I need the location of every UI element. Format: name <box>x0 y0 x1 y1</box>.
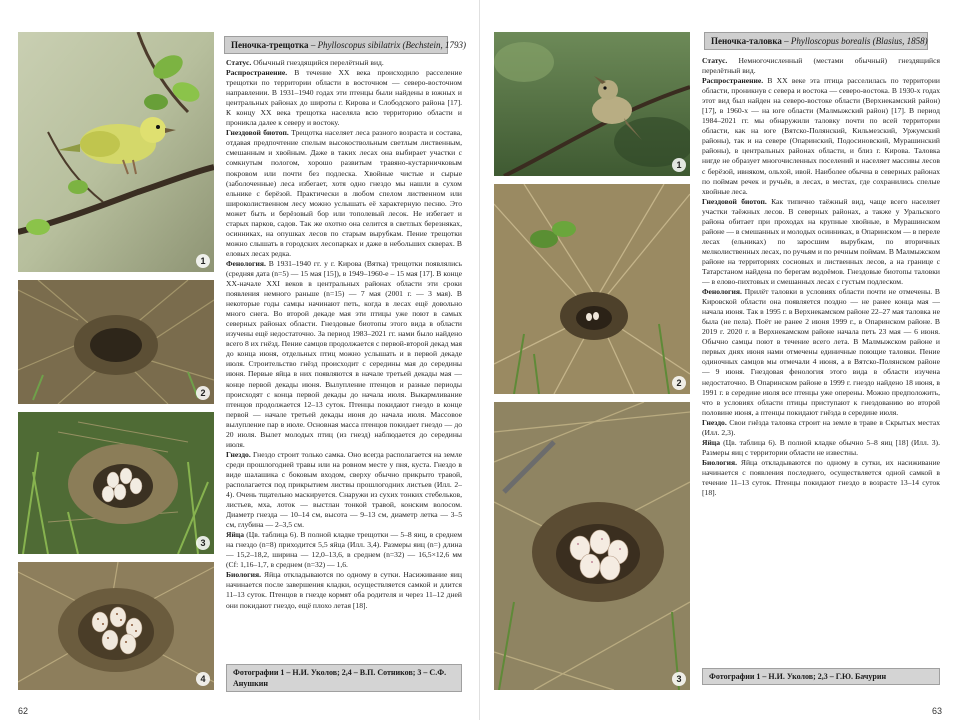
photo-nest-1 <box>18 280 214 404</box>
paragraph-biology: Биология. Яйца откладываются по одному в сутки, их насиживание начинается с появления последнего, осуществляется одной самкой в течение 11–13 суток. Птенцы покидают гнездо в возрасте 13–14 суток [18]. <box>702 457 940 498</box>
photo-number-1: 1 <box>196 254 210 268</box>
species-latin-name: – Phylloscopus sibilatrix (Bechstein, 1793) <box>310 40 467 50</box>
paragraph-distribution: Распространение. В XX веке эта птица расселилась по территории области, проникнув с севера и востока — северо-востока. В 1930-х годах этот вид был найден на северо-востоке области (Верхнекамский район) [17], в 1960-х — на юге области (Малмыжский район) [17]. В период 1984–2021 гг. мы обнаружили таловку почти по всей территории области, как на юге (Вятско-Полянский, Кильмезский, Уржумский районы), так и на севере (Опаринский, Подосиновский, Мурашинский районы), в центральных районах области, и близ г. Кирова. Таловка нигде не образует многочисленных поселений и населяет массивы лесов с берёзой, ивняком, ольхой, ивой. Наиболее обычна в северных районах по поймам речек и ручьёв, в лесах, в местах, где сохранились спелые хвойные леса. <box>702 76 940 196</box>
paragraph-phenology: Фенология. В 1931–1940 гг. у г. Кирова (Вятка) трещотки появлялись (средняя дата (n=5) — 15 мая [15]), в 1949–1960-е – 15 мая [17]. В конце XX-начале XXI веков в центральных районах области эти сроки появления немного раньше (n=15) — 7 мая (2001 г. — 3 мая). В некоторые годы самцы начинают петь, когда в лесах ещё довольно много снега. Во второй декаде мая эти птицы уже поют в самых северных районах области. Гнездовые биотопы этого вида в области изучены ещё недостаточно. За период 1983–2021 гг. нами было найдено всего 8 их гнёзд. Пение самцов продолжается с первой-второй декад мая до конца июня, отдельных птиц можно услышать и в первой декаде июля. Строительство гнёзд происходит с середины мая до середины июня. Первые яйца в них появляются в начале третьей декады мая — конце первой декады июня. Вылупление птенцов и разные периоды происходят с конца первой декады до начала июля. Выкармливание птенцов продолжается 12–13 суток. Птенцы покидают гнездо в конце первой — начале третьей декады июня до начала июля. Массовое вылупление пар в июле. Основная масса птенцов покидает гнездо — до 20 июля. Вылет молодых птиц (из гнезд) наблюдается до середины июля. <box>226 258 462 449</box>
paragraph-nest: Гнездо. Гнездо строит только самка. Оно всегда располагается на земле среди прошлогодней травы или на ровном месте у пня, куста. Гнездо в виде шалашика с боковым входом, сверху обычно прикрыто травой, располагается под прикрытием листвы прошлогодних листьев (Илл. 2–4). Очень тщательно маскируется. Снаружи из сухих тонких стебельков, листьев, мха, лоток — выстлан тонкой травой, конским волосом. Диаметр гнезда — 10–14 см, высота — 9–13 см, диаметр летка — 3–5 см, глубина — 2–3,5 см. <box>226 449 462 530</box>
photo-nest-eggs-1 <box>18 412 214 554</box>
species-text <box>702 56 940 662</box>
photo-number-2: 2 <box>672 376 686 390</box>
photo-arctic-warbler <box>494 32 690 176</box>
photo-nest-eggs <box>494 402 690 690</box>
species-name: Пеночка-трещотка <box>231 40 309 50</box>
photo-number-3: 3 <box>196 536 210 550</box>
photo-credits: Фотографии 1 – Н.И. Уколов; 2,4 – В.П. Сотников; 3 – С.Ф. Анушкин <box>226 664 462 692</box>
paragraph-habitat: Гнездовой биотоп. Как типично таёжный вид, чаще всего населяет участки таёжных лесов. В северных районах, а также у Уральского района обитает при проходах на крупные хвойные, в Мурашинском районе — в смешанных и молодых осинниках, в Опаринском — в переле лесах (ельниках) по заросшим вырубкам, по вторичных мелколиственных лесах, по ручьям и по речным поймам. В Малмыжском районе на территориях сосновых и лиственных лесов, а на границе с Татарстаном найдена по берегам водоёмов. Гнездовые биотопы таловки — в елово-пихтовых и смешанных лесах с густым подлеском. <box>702 196 940 287</box>
paragraph-eggs: Яйца (Цв. таблица 6). В полной кладке трещотки — 5–8 яиц, в среднем на гнездо (n=8) приходится 5,5 яйца (Илл. 3,4). Размеры яиц (n=) длина — 15,2–18,2, ширина — 12,0–13,6, в среднем (n=32) — 16,5×12,6 мм (Cf: 1,16–1,7, в среднем (n=32) — 1,6. <box>226 530 462 570</box>
paragraph-status: Статус. Немногочисленный (местами обычный) гнездящийся перелётный вид. <box>702 56 940 76</box>
photo-number-4: 4 <box>196 672 210 686</box>
photo-wood-warbler <box>18 32 214 272</box>
photo-number-3: 3 <box>672 672 686 686</box>
species-name: Пеночка-таловка <box>711 36 782 46</box>
paragraph-status: Статус. Обычный гнездящийся перелётный вид. <box>226 58 384 67</box>
page-number: 63 <box>931 706 942 716</box>
photo-credits: Фотографии 1 – Н.И. Уколов; 2,3 – Г.Ю. Бачурин <box>702 668 940 685</box>
paragraph-nest: Гнездо. Свои гнёзда таловка строит на земле в траве в Скрытых местах (Илл. 2,3). <box>702 417 940 437</box>
page-number: 62 <box>18 706 29 716</box>
photo-nest-eggs-2 <box>18 562 214 690</box>
paragraph-distribution: Распространение. В течение XX века происходило расселение трещотки по территории области в восточном — северо-восточном направлении. В 1931–1940 годах эти птенцы были найдены в южных и центральных районах до широты г. Кирова и Слободского района [17]. К концу XX века трещотка населяла всю территорию области и проникла далее к северу и востоку. <box>226 68 462 128</box>
species-title-box <box>704 32 928 50</box>
species-text <box>226 58 462 660</box>
paragraph-habitat: Гнездовой биотоп. Трещотка населяет леса разного возраста и состава, отдавая предпочтение спелым высокоствольным светлым лиственным, смешанным и хвойным. Даже в таких лесах она выбирает участки с сомкнутым пологом, хорошо развитым травяно-кустарничковым покровом или почти без подлеска. Хвойные чистые и сырые (заболоченные) леса избегает, хотя одно гнездо мы нашли в сухом ельнике с берёзой. Практически в любом спелом лиственном или широколиственном лесу можно услышать её характерную песню. Это может быть и берёзовый бор или тополевый лесок. Не избегает и старых парков, садов. Так же охотно она селится в светлых березняках, осинниках, на опушках лесов по старым вырубкам. Пение трещотки можно слышать в городских лесопарках и даже в небольших скверах. В еловых лесах редка. <box>226 128 462 258</box>
photo-number-1: 1 <box>672 158 686 172</box>
photo-number-2: 2 <box>196 386 210 400</box>
photo-nest-1 <box>494 184 690 394</box>
paragraph-biology: Биология. Яйца откладываются по одному в сутки. Насиживание яиц начинается после завершения кладки, осуществляется самкой и длится 11–13 суток. Птенцов в гнезде кормят оба родителя и через 11–12 дней они покидают гнездо, ещё плохо летая [18]. <box>226 570 462 610</box>
paragraph-phenology: Фенология. Прилёт таловки в условиях области почти не отмечены. В Кировской области она появляется поздно — не ранее конца мая — начала июня. Так в 1995 г. в Верхнекамском районе 22–27 мая таловка не была (не пела). Поёт не ранее 2 июня 1999 г., в Опаринском районе. В 2019 г. 2020 г. в Верхнекамском районе начала петь 23 мая — 6 июня. Обычно самцы поют в течение всего лета. В Малмыжском районе и первых днях июня нами отмечены единичные поющие таловки. Пение одиночных самцов мы отмечали 4 июня, а в Вятско-Полянском районе — 9 июня. Гнездовая фенология этого вида в области изучена недостаточно. В Опаринском районе в 1999 г. гнездо найдено 18 июня, в 1991 г. в середине июля все птенцы уже оперены. Можно предположить, что в условиях области птицы приступают к гнездованию во второй половине июня, а птенцы покидают гнёзда в середине июля. <box>702 287 940 417</box>
species-latin-name: – Phylloscopus borealis (Blasius, 1858) <box>784 36 928 46</box>
right-page <box>480 0 960 720</box>
paragraph-eggs: Яйца (Цв. таблица 6). В полной кладке обычно 5–8 яиц [18] (Илл. 3). Размеры яиц с территории области не известны. <box>702 437 940 457</box>
species-title-box <box>224 36 467 54</box>
